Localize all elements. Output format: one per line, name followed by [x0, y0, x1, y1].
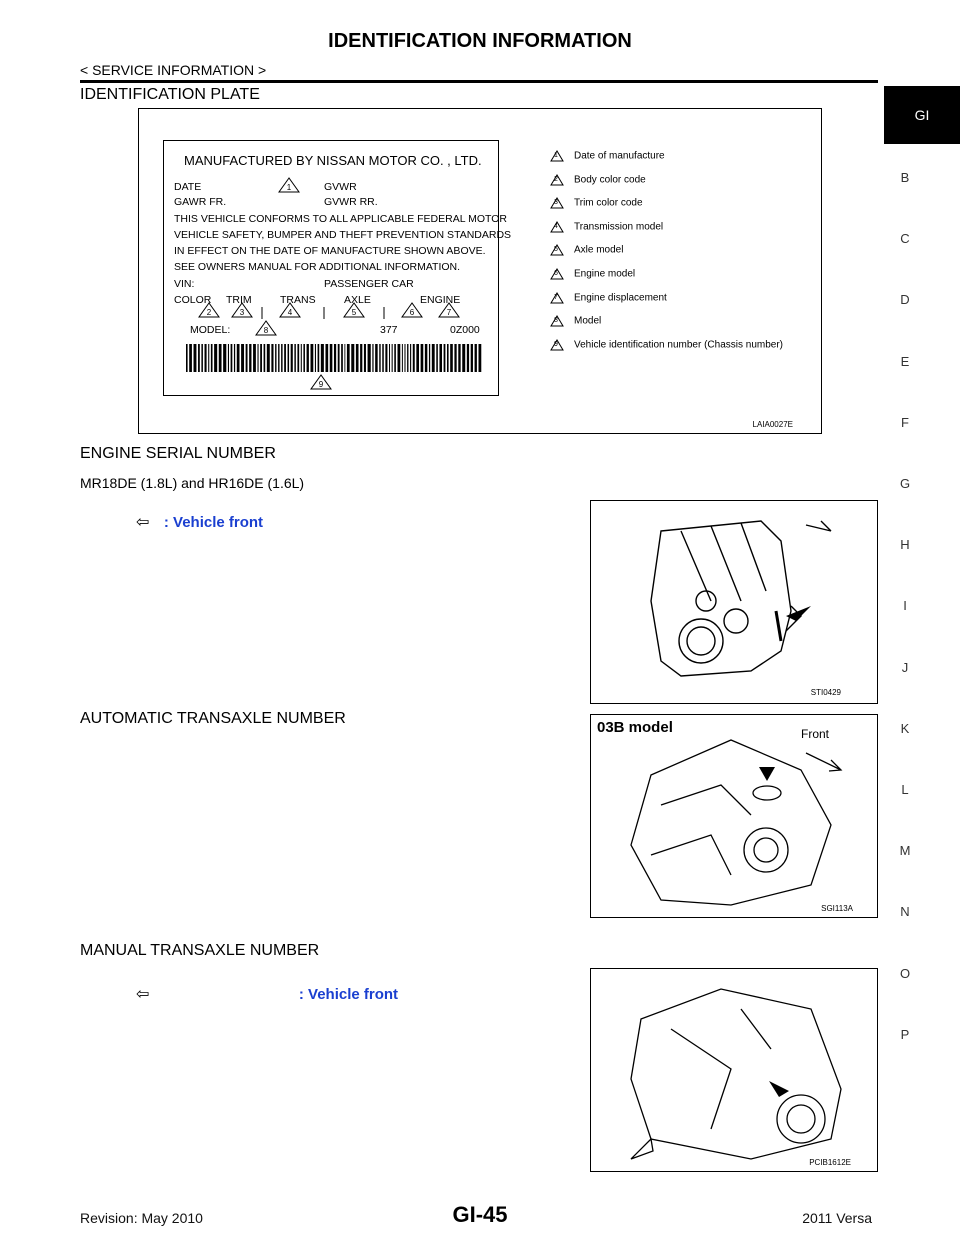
- side-tab-letter[interactable]: B: [900, 170, 910, 185]
- side-tab-letter[interactable]: O: [899, 965, 911, 981]
- plate-legend-item: [550, 197, 643, 209]
- side-tab-letter[interactable]: F: [901, 414, 909, 430]
- automatic-transaxle-figure: [590, 714, 878, 918]
- plate-legend-item: [550, 339, 783, 351]
- side-tab-active[interactable]: GI: [884, 86, 960, 144]
- engine-legend-text: : Vehicle front: [163, 514, 264, 531]
- callout-triangle-icon: [550, 339, 564, 351]
- figure-code: PCIB1612E: [809, 1158, 851, 1167]
- footer-page-number: GI-45: [452, 1202, 508, 1227]
- callout-triangle-icon: [550, 292, 564, 304]
- page-title: IDENTIFICATION INFORMATION: [328, 30, 632, 52]
- svg-text:3: 3: [239, 308, 245, 317]
- plate-gvwr-rr: GVWR RR.: [324, 196, 378, 208]
- side-tab-letter[interactable]: N: [900, 904, 910, 920]
- callout-number: 3: [554, 199, 558, 207]
- figure-code: SGI113A: [821, 904, 853, 913]
- arrow-left-icon: ⇦: [136, 514, 150, 531]
- plate-legend-item: [550, 221, 663, 233]
- model-label: 03B model: [597, 719, 673, 736]
- plate-legend-label: Trim color code: [574, 197, 643, 209]
- page-subtitle: < SERVICE INFORMATION >: [80, 62, 267, 78]
- callout-triangle-icon: [550, 174, 564, 186]
- side-tab-letter[interactable]: E: [900, 353, 910, 369]
- plate-passenger-car: PASSENGER CAR: [324, 278, 414, 290]
- engine-illustration: [591, 501, 878, 704]
- callout-number: 4: [554, 222, 558, 230]
- side-tab-letter[interactable]: L: [901, 782, 909, 797]
- plate-line2: VEHICLE SAFETY, BUMPER AND THEFT PREVENTION STANDARDS: [174, 229, 512, 241]
- manual-transaxle-illustration: [591, 969, 878, 1172]
- plate-line1: THIS VEHICLE CONFORMS TO ALL APPLICABLE FEDERAL MOTOR: [174, 213, 507, 225]
- callout-triangle-icon: [550, 244, 564, 256]
- side-tab-letter[interactable]: J: [901, 659, 909, 675]
- callout-number: 9: [554, 340, 558, 348]
- svg-text:1: 1: [286, 183, 292, 192]
- plate-vin: VIN:: [174, 278, 195, 290]
- plate-legend-label: Engine model: [574, 268, 636, 280]
- manual-transaxle-figure: [590, 968, 878, 1172]
- plate-legend-item: [550, 268, 635, 280]
- plate-legend-label: Axle model: [574, 245, 624, 257]
- svg-text:4: 4: [287, 308, 293, 317]
- header-rule: [80, 80, 878, 83]
- plate-color: COLOR: [174, 294, 212, 306]
- manual-legend: [136, 984, 398, 1004]
- footer-revision: Revision: May 2010: [80, 1210, 203, 1226]
- section-heading-engine-serial: ENGINE SERIAL NUMBER: [80, 445, 276, 462]
- callout-triangle-icon: [550, 268, 564, 280]
- plate-callouts: [164, 141, 500, 397]
- callout-number: 1: [554, 152, 558, 159]
- plate-legend-label: Transmission model: [574, 221, 664, 233]
- side-tab-letter[interactable]: G: [899, 476, 911, 491]
- plate-legend-item: [550, 315, 601, 327]
- footer-model: 2011 Versa: [802, 1210, 872, 1226]
- front-label: Front: [801, 727, 830, 741]
- transaxle-illustration: [591, 715, 878, 918]
- engine-serial-subtext: MR18DE (1.8L) and HR16DE (1.6L): [80, 475, 305, 491]
- plate-model: MODEL:: [190, 324, 231, 336]
- side-tab-letter[interactable]: C: [900, 231, 910, 247]
- plate-legend-label: Body color code: [574, 174, 646, 186]
- plate-date: DATE: [174, 181, 202, 193]
- svg-text:5: 5: [351, 308, 357, 317]
- callout-number: 6: [554, 270, 558, 277]
- plate-legend-label: Vehicle identification number (Chassis number): [574, 339, 783, 351]
- svg-text:2: 2: [206, 308, 212, 317]
- plate-gvwr: GVWR: [324, 181, 357, 193]
- plate-axle: AXLE: [344, 294, 371, 306]
- figure-code: LAIA0027E: [752, 420, 793, 429]
- engine-legend: [136, 512, 263, 532]
- side-tab-letter[interactable]: K: [900, 720, 910, 736]
- side-tab-letter[interactable]: D: [900, 292, 910, 308]
- plate-line4: SEE OWNERS MANUAL FOR ADDITIONAL INFORMATION.: [174, 261, 461, 273]
- plate-engine: ENGINE: [420, 294, 461, 306]
- callout-triangle-icon: [550, 197, 564, 209]
- plate-legend-item: [550, 174, 646, 186]
- svg-text:9: 9: [318, 380, 324, 389]
- side-tab-letter[interactable]: H: [900, 537, 910, 553]
- callout-number: 2: [554, 175, 558, 183]
- side-tab-letter[interactable]: P: [900, 1026, 910, 1042]
- callout-number: 7: [554, 293, 558, 301]
- plate-trim: TRIM: [226, 294, 252, 306]
- manual-legend-text: : Vehicle front: [298, 986, 399, 1003]
- side-tab-letter[interactable]: M: [899, 843, 911, 859]
- plate-legend-item: [550, 150, 665, 162]
- section-heading-manual-transaxle: MANUAL TRANSAXLE NUMBER: [80, 942, 320, 959]
- callout-triangle-icon: [550, 221, 564, 233]
- svg-text:6: 6: [409, 308, 415, 317]
- svg-text:7: 7: [446, 308, 452, 317]
- section-heading-automatic-transaxle: AUTOMATIC TRANSAXLE NUMBER: [80, 710, 346, 727]
- plate-legend-item: [550, 244, 623, 256]
- plate-gawr-fr: GAWR FR.: [174, 196, 227, 208]
- figure-code: STI0429: [810, 688, 841, 697]
- arrow-left-icon: ⇦: [136, 986, 150, 1003]
- plate-legend-label: Model: [574, 315, 602, 327]
- callout-triangle-icon: [550, 150, 564, 162]
- plate-legend-label: Date of manufacture: [574, 150, 665, 162]
- plate-manufacturer: MANUFACTURED BY NISSAN MOTOR CO. , LTD.: [184, 153, 482, 168]
- svg-text:8: 8: [263, 326, 269, 335]
- identification-plate: [163, 140, 512, 396]
- engine-serial-figure: [590, 500, 878, 704]
- section-heading-identification-plate: IDENTIFICATION PLATE: [80, 86, 260, 103]
- callout-number: 5: [554, 246, 558, 254]
- plate-legend-item: [550, 292, 667, 304]
- plate-code-0z000: 0Z000: [450, 324, 480, 336]
- callout-number: 8: [554, 317, 558, 325]
- plate-trans: TRANS: [280, 294, 316, 306]
- side-tab-letter[interactable]: I: [903, 598, 907, 614]
- plate-line3: IN EFFECT ON THE DATE OF MANUFACTURE SHOWN ABOVE.: [174, 245, 486, 257]
- callout-triangle-icon: [550, 315, 564, 327]
- plate-code-377: 377: [380, 324, 398, 336]
- plate-legend-label: Engine displacement: [574, 292, 667, 304]
